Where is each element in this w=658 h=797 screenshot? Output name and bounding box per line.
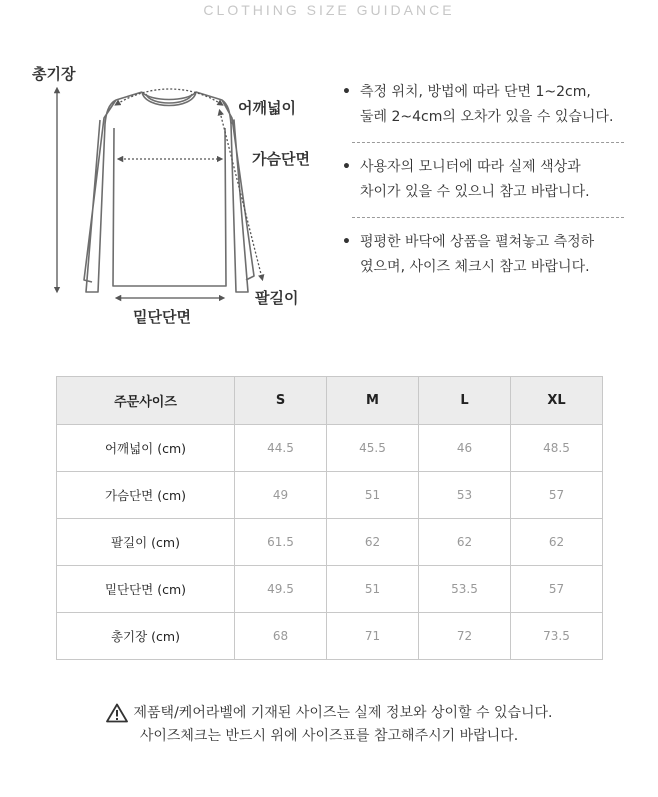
header-order-size: 주문사이즈 xyxy=(57,377,235,425)
header-size-l: L xyxy=(419,377,511,425)
row-label: 밑단단면 (cm) xyxy=(57,566,235,613)
table-row xyxy=(57,613,603,660)
note-line: 둘레 2~4cm의 오차가 있을 수 있습니다. xyxy=(360,109,614,125)
table-row xyxy=(57,566,603,613)
page-header-title: CLOTHING SIZE GUIDANCE xyxy=(203,2,455,18)
table-cell: 53 xyxy=(419,472,511,519)
table-cell: 44.5 xyxy=(235,425,327,472)
table-cell: 68 xyxy=(235,613,327,660)
row-label: 총기장 (cm) xyxy=(57,613,235,660)
label-total-length: 총기장 xyxy=(32,65,76,83)
size-table xyxy=(56,376,603,660)
table-cell: 45.5 xyxy=(327,425,419,472)
note-line: 측정 위치, 방법에 따라 단면 1~2cm, xyxy=(360,84,591,100)
label-shoulder: 어깨넓이 xyxy=(238,99,296,117)
dashed-divider xyxy=(352,217,624,218)
header-size-m: M xyxy=(327,377,419,425)
table-row xyxy=(57,472,603,519)
note-line: 사용자의 모니터에 따라 실제 색상과 xyxy=(360,159,581,175)
table-cell: 57 xyxy=(511,472,603,519)
bullet: • xyxy=(342,84,351,100)
table-cell: 49.5 xyxy=(235,566,327,613)
table-cell: 53.5 xyxy=(419,566,511,613)
note-line: 차이가 있을 수 있으니 참고 바랍니다. xyxy=(360,184,590,200)
table-cell: 51 xyxy=(327,566,419,613)
label-sleeve: 팔길이 xyxy=(255,289,299,307)
table-cell: 51 xyxy=(327,472,419,519)
shirt-body-outline xyxy=(84,92,254,292)
note-line: 평평한 바닥에 상품을 펼쳐놓고 측정하 xyxy=(360,234,595,250)
note-item xyxy=(340,230,630,280)
label-chest: 가슴단면 xyxy=(252,150,310,168)
table-cell: 48.5 xyxy=(511,425,603,472)
table-cell: 62 xyxy=(511,519,603,566)
table-cell: 49 xyxy=(235,472,327,519)
table-cell: 57 xyxy=(511,566,603,613)
table-cell: 73.5 xyxy=(511,613,603,660)
table-header-row xyxy=(57,377,603,425)
table-row xyxy=(57,519,603,566)
table-cell: 72 xyxy=(419,613,511,660)
warning-line-1: 제품택/케어라벨에 기재된 사이즈는 실제 정보와 상이할 수 있습니다. xyxy=(133,705,553,721)
note-line: 였으며, 사이즈 체크시 참고 바랍니다. xyxy=(360,259,590,275)
header-size-xl: XL xyxy=(511,377,603,425)
warning-line-2: 사이즈체크는 반드시 위에 사이즈표를 참고해주시기 바랍니다. xyxy=(139,728,519,744)
table-cell: 61.5 xyxy=(235,519,327,566)
table-row xyxy=(57,425,603,472)
dashed-divider xyxy=(352,142,624,143)
shoulder-measure-line xyxy=(117,89,221,104)
bullet: • xyxy=(342,159,351,175)
row-label: 팔길이 (cm) xyxy=(57,519,235,566)
note-item xyxy=(340,155,630,205)
note-item xyxy=(340,80,630,130)
header-size-s: S xyxy=(235,377,327,425)
table-cell: 62 xyxy=(327,519,419,566)
garment-diagram xyxy=(0,40,340,340)
bullet: • xyxy=(342,234,351,250)
size-warning xyxy=(0,702,658,748)
table-cell: 46 xyxy=(419,425,511,472)
row-label: 가슴단면 (cm) xyxy=(57,472,235,519)
measurement-notes xyxy=(340,80,630,280)
row-label: 어깨넓이 (cm) xyxy=(57,425,235,472)
label-hem: 밑단단면 xyxy=(133,308,191,326)
table-cell: 62 xyxy=(419,519,511,566)
table-cell: 71 xyxy=(327,613,419,660)
warning-triangle-icon xyxy=(106,703,128,723)
